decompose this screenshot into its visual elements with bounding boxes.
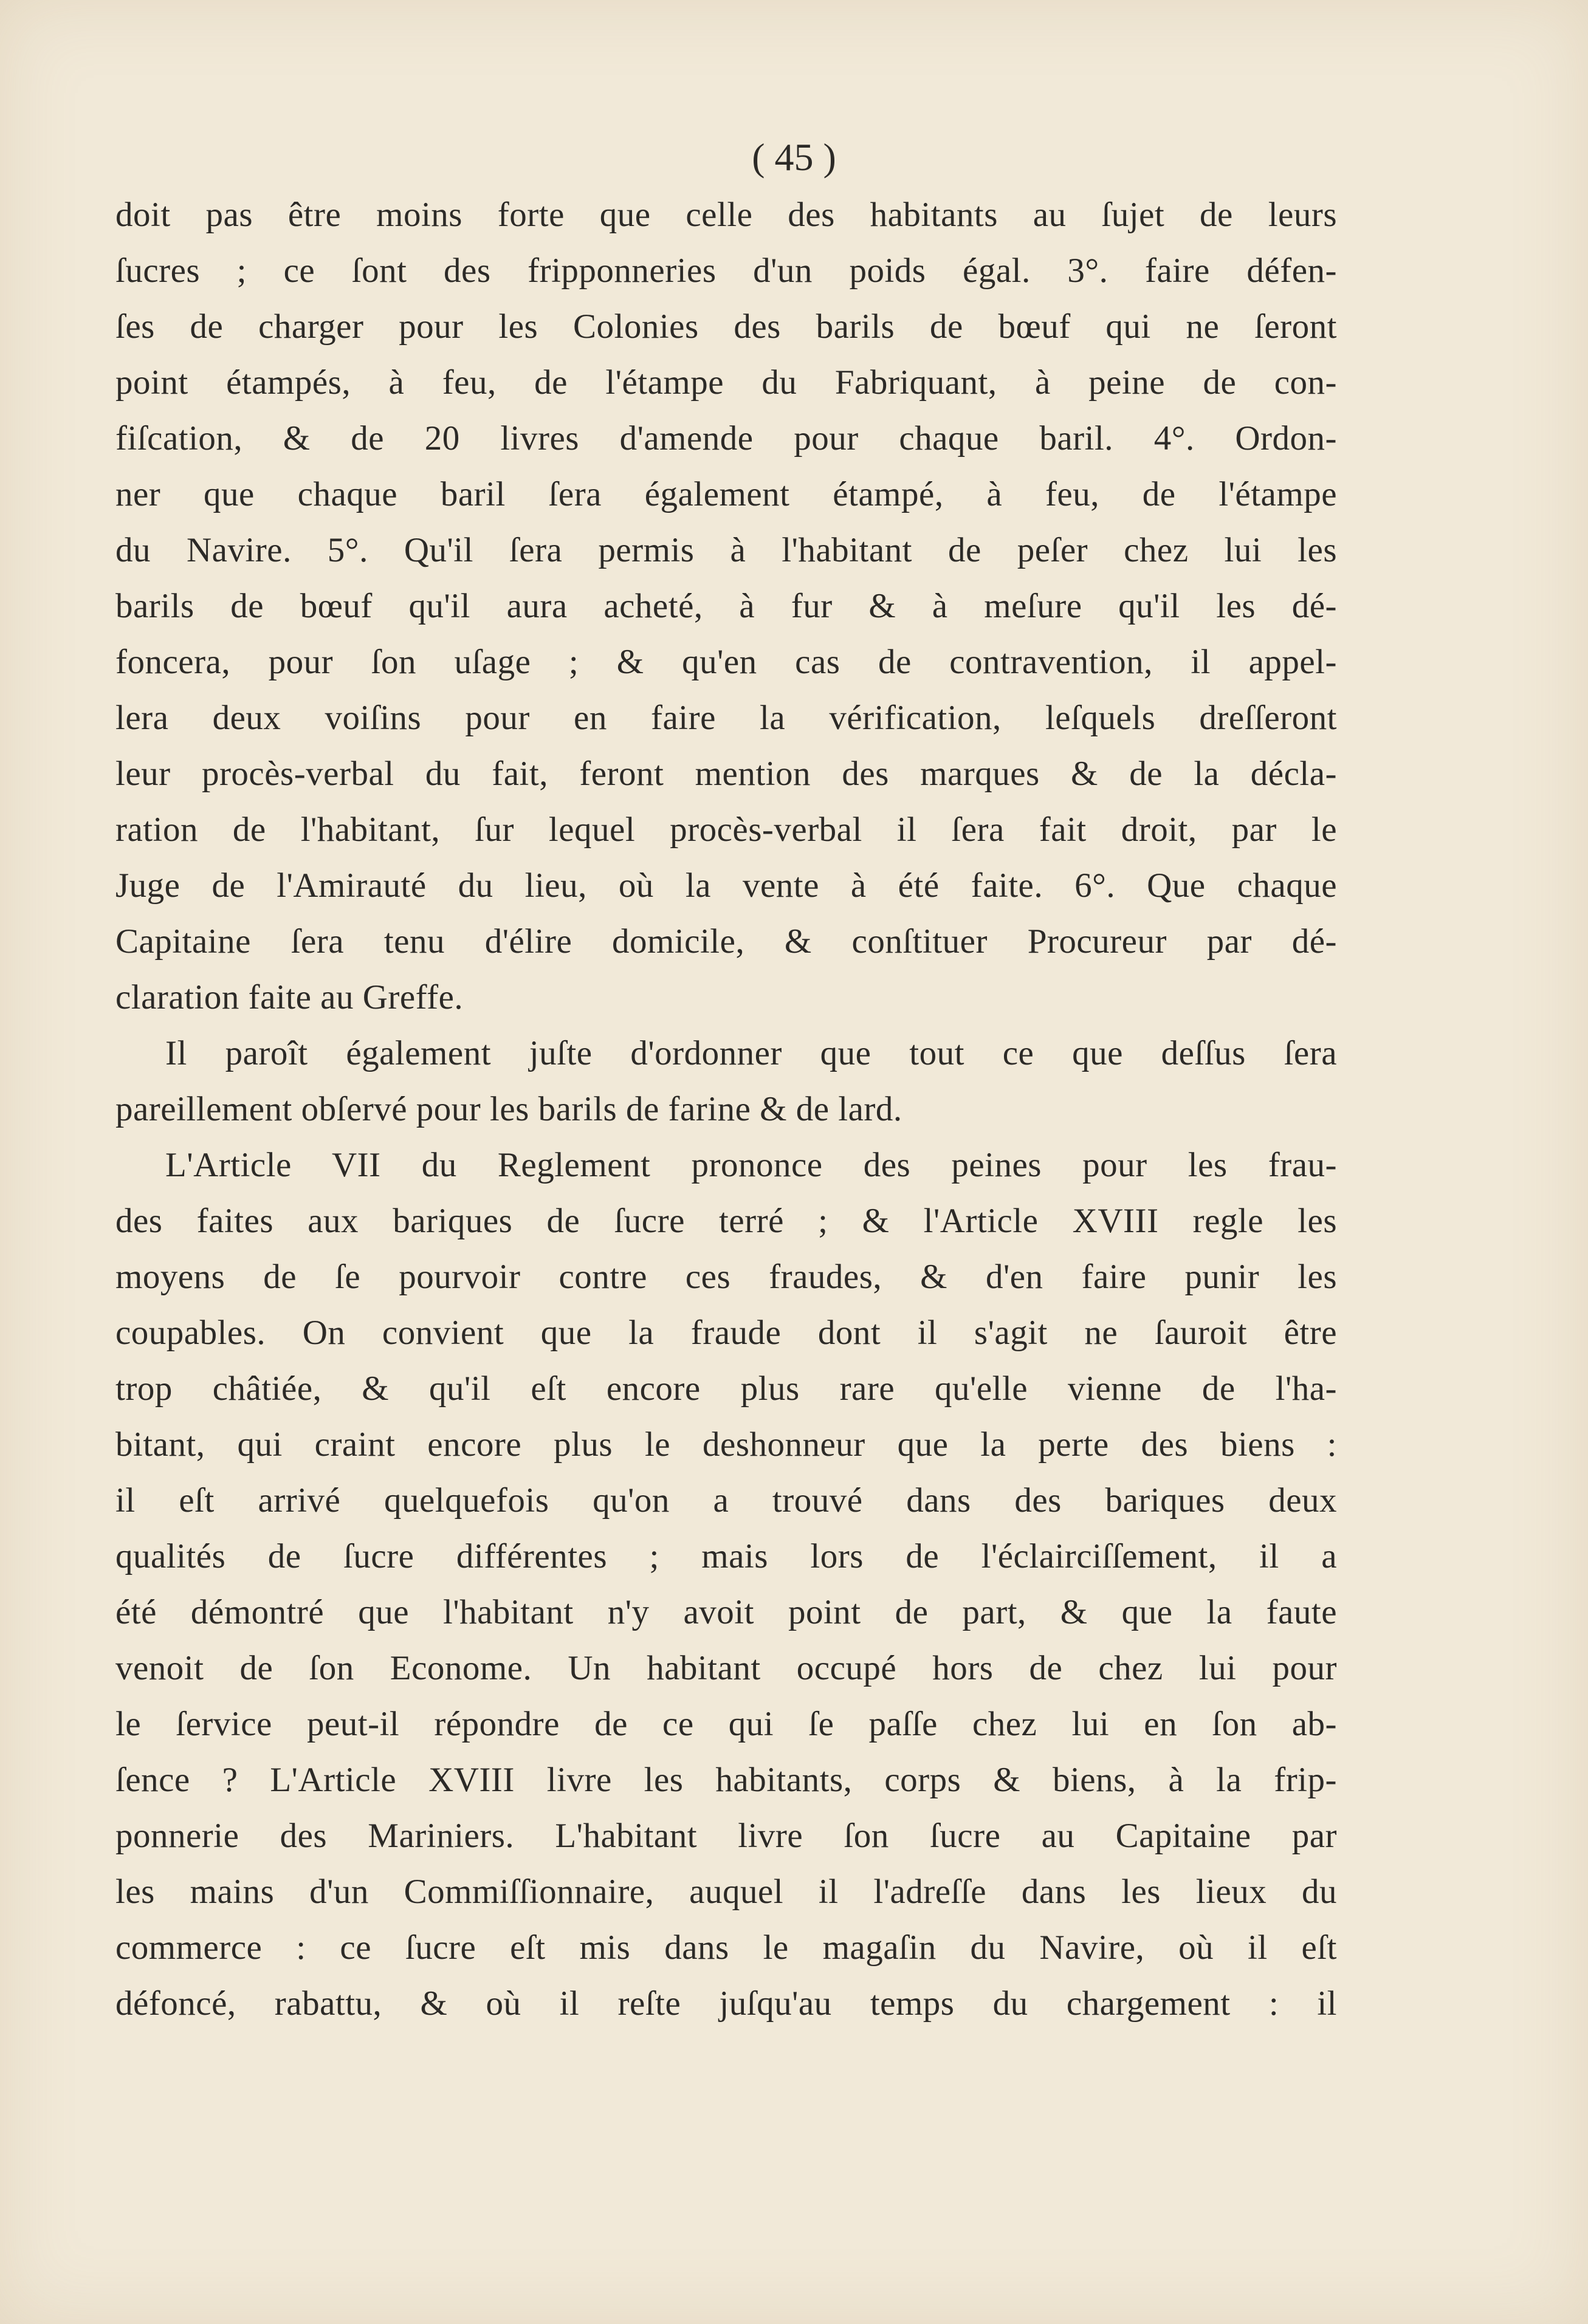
- text-line: lera deux voiſins pour en faire la vérification, leſquels dreſſeront: [115, 699, 1337, 737]
- text-line: ponnerie des Mariniers. L'habitant livre ſon ſucre au Capitaine par: [115, 1817, 1337, 1855]
- text-line: du Navire. 5°. Qu'il ſera permis à l'habitant de peſer chez lui les: [115, 531, 1337, 569]
- text-line: commerce : ce ſucre eſt mis dans le magaſin du Navire, où il eſt: [115, 1928, 1337, 1967]
- text-line: trop châtiée, & qu'il eſt encore plus rare qu'elle vienne de l'ha-: [115, 1369, 1337, 1408]
- page-number: ( 45 ): [752, 135, 836, 179]
- text-line: foncera, pour ſon uſage ; & qu'en cas de contravention, il appel-: [115, 643, 1337, 681]
- text-line: qualités de ſucre différentes ; mais lors de l'éclairciſſement, il a: [115, 1537, 1337, 1575]
- text-line: ner que chaque baril ſera également étampé, à feu, de l'étampe: [115, 475, 1337, 513]
- text-line: bitant, qui craint encore plus le deshonneur que la perte des biens :: [115, 1425, 1337, 1464]
- text-line: ſence ? L'Article XVIII livre les habitants, corps & biens, à la frip-: [115, 1761, 1337, 1799]
- text-line: le ſervice peut-il répondre de ce qui ſe paſſe chez lui en ſon ab-: [115, 1705, 1337, 1743]
- text-line: été démontré que l'habitant n'y avoit point de part, & que la faute: [115, 1593, 1337, 1631]
- body-text: [115, 187, 1337, 2032]
- text-line: ſucres ; ce ſont des fripponneries d'un poids égal. 3°. faire défen-: [115, 252, 1337, 290]
- text-line: barils de bœuf qu'il aura acheté, à fur & à meſure qu'il les dé-: [115, 587, 1337, 625]
- text-line: L'Article VII du Reglement prononce des peines pour les frau-: [165, 1146, 1337, 1184]
- text-line: leur procès-verbal du fait, feront mention des marques & de la décla-: [115, 755, 1337, 793]
- text-line: défoncé, rabattu, & où il reſte juſqu'au temps du chargement : il: [115, 1984, 1337, 2023]
- text-line: ſes de charger pour les Colonies des barils de bœuf qui ne ſeront: [115, 307, 1337, 346]
- text-line: coupables. On convient que la fraude dont il s'agit ne ſauroit être: [115, 1314, 1337, 1352]
- text-line: ration de l'habitant, ſur lequel procès-verbal il ſera fait droit, par le: [115, 811, 1337, 849]
- text-line: pareillement obſervé pour les barils de farine & de lard.: [115, 1090, 902, 1128]
- text-line: doit pas être moins forte que celle des habitants au ſujet de leurs: [115, 196, 1337, 234]
- text-line: point étampés, à feu, de l'étampe du Fabriquant, à peine de con-: [115, 363, 1337, 402]
- text-line: Juge de l'Amirauté du lieu, où la vente à été faite. 6°. Que chaque: [115, 866, 1337, 905]
- text-line: moyens de ſe pourvoir contre ces fraudes, & d'en faire punir les: [115, 1258, 1337, 1296]
- text-line: Il paroît également juſte d'ordonner que tout ce que deſſus ſera: [165, 1034, 1337, 1072]
- text-line: Capitaine ſera tenu d'élire domicile, & conſtituer Procureur par dé-: [115, 922, 1337, 961]
- text-line: claration faite au Greffe.: [115, 978, 464, 1016]
- text-line: il eſt arrivé quelquefois qu'on a trouvé dans des bariques deux: [115, 1481, 1337, 1520]
- text-line: des faites aux bariques de ſucre terré ; & l'Article XVIII regle les: [115, 1202, 1337, 1240]
- text-line: fiſcation, & de 20 livres d'amende pour chaque baril. 4°. Ordon-: [115, 419, 1337, 458]
- text-line: les mains d'un Commiſſionnaire, auquel il l'adreſſe dans les lieux du: [115, 1873, 1337, 1911]
- text-line: venoit de ſon Econome. Un habitant occupé hors de chez lui pour: [115, 1649, 1337, 1687]
